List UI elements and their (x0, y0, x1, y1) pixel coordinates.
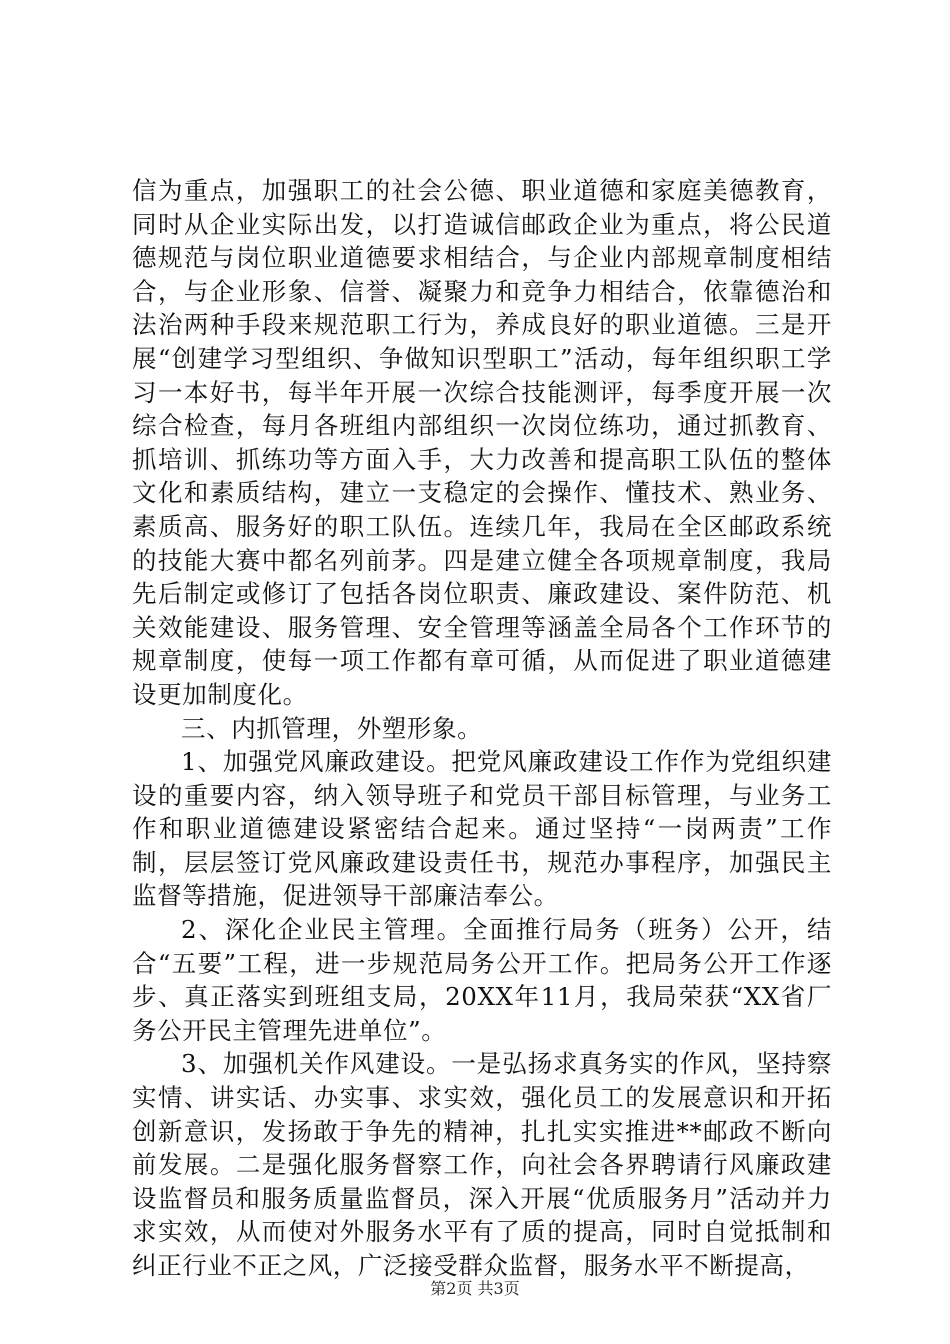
section-heading: 三、内抓管理，外塑形象。 (181, 713, 483, 743)
paragraph-item-3: 3、加强机关作风建设。一是弘扬求真务实的作风，坚持察实情、讲实话、办实事、求实效，强化员工的发展意识和开拓创新意识，发扬敢于争先的精神，扎扎实实推进**邮政不断向前发展。二是强化服务督察工作，向社会各界聘请行风廉政建设监督员和服务质量监督员，深入开展“优质服务月”活动并力求实效，从而使对外服务水平有了质的提高，同时自觉抵制和纠正行业不正之风，广泛接受群众监督，服务水平不断提高， (132, 1049, 833, 1280)
document-body (132, 174, 832, 1283)
paragraph-continuation: 信为重点，加强职工的社会公德、职业道德和家庭美德教育，同时从企业实际出发，以打造诚信邮政企业为重点，将公民道德规范与岗位职业道德要求相结合，与企业内部规章制度相结合，与企业形象、信誉、凝聚力和竞争力相结合，依靠德治和法治两种手段来规范职工行为，养成良好的职业道德。三是开展“创建学习型组织、争做知识型职工”活动，每年组织职工学习一本好书，每半年开展一次综合技能测评，每季度开展一次综合检查，每月各班组内部组织一次岗位练功，通过抓教育、抓培训、抓练功等方面入手，大力改善和提高职工队伍的整体文化和素质结构，建立一支稳定的会操作、懂技术、熟业务、素质高、服务好的职工队伍。连续几年，我局在全区邮政系统的技能大赛中都名列前茅。四是建立健全各项规章制度，我局先后制定或修订了包括各岗位职责、廉政建设、案件防范、机关效能建设、服务管理、安全管理等涵盖全局各个工作环节的规章制度，使每一项工作都有章可循，从而促进了职业道德建设更加制度化。 (132, 176, 832, 709)
paragraph-item-1: 1、加强党风廉政建设。把党风廉政建设工作作为党组织建设的重要内容，纳入领导班子和党员干部目标管理，与业务工作和职业道德建设紧密结合起来。通过坚持“一岗两责”工作制，层层签订党风廉政建设责任书，规范办事程序，加强民主监督等措施，促进领导干部廉洁奉公。 (132, 747, 832, 911)
paragraph-item-2: 2、深化企业民主管理。全面推行局务（班务）公开，结合“五要”工程，进一步规范局务公开工作。把局务公开工作逐步、真正落实到班组支局，20XX年11月，我局荣获“XX省厂务公开民主管理先进单位”。 (132, 915, 832, 1045)
page-footer: 第2页 共3页 (430, 1279, 520, 1298)
